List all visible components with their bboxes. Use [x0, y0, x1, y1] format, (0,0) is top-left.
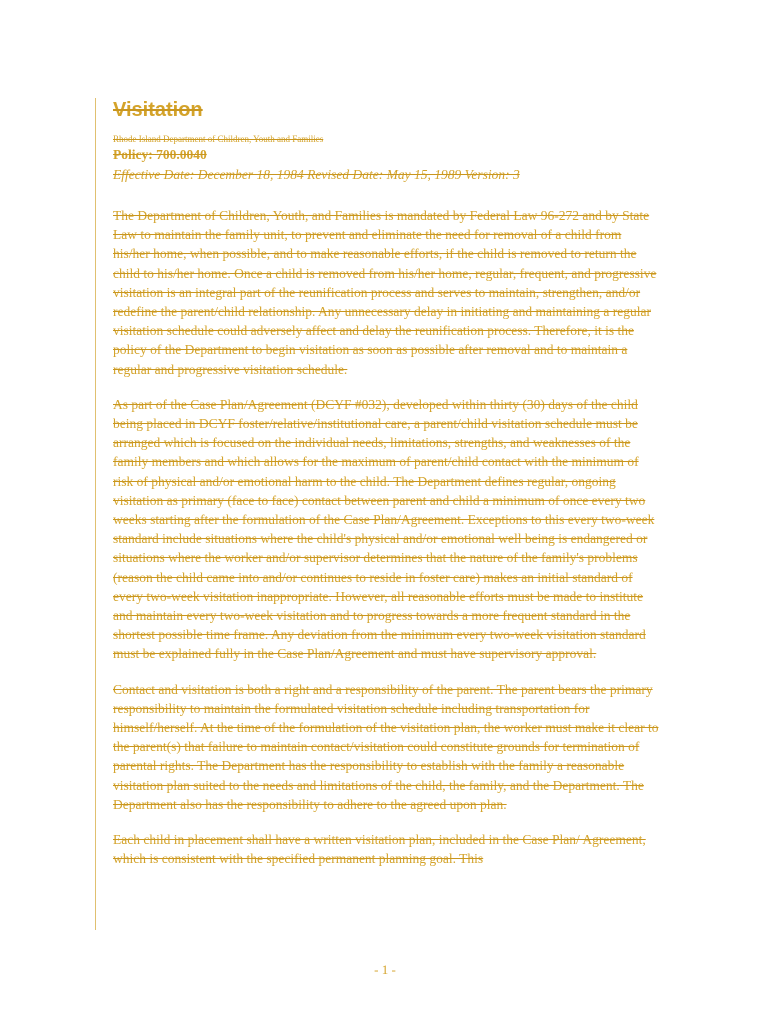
document-title: Visitation [113, 99, 203, 121]
paragraph-4: Each child in placement shall have a written visitation plan, included in the Case Plan/ Agreement, which is consistent with the specified permanent planning goal. This [113, 832, 646, 867]
revision-change-bar [95, 98, 96, 930]
document-body [113, 96, 661, 869]
paragraph-1: The Department of Children, Youth, and Families is mandated by Federal Law 96-272 and by State Law to maintain the family unit, to prevent and eliminate the need for removal of a child from his/her home, when possible, and to make reasonable efforts, if the child is removed to return the child to his/her home. Once a child is removed from his/her home, regular, frequent, and progressive visitation is an integral part of the reunification process and serves to maintain, strengthen, and/or redefine the parent/child relationship. Any unnecessary delay in initiating and maintaining a regular visitation schedule could adversely affect and delay the reunification process. Therefore, it is the policy of the Department to begin visitation as soon as possible after removal and to maintain a regular and progressive visitation schedule. [113, 208, 657, 377]
page-number: - 1 - [374, 962, 396, 977]
policy-number: Policy: 700.0040 [113, 147, 207, 162]
effective-date-line: Effective Date: December 18, 1984 Revised Date: May 15, 1989 Version: 3 [113, 167, 520, 182]
department-name: Rhode Island Department of Children, Youth and Families [113, 134, 324, 144]
paragraph-2: As part of the Case Plan/Agreement (DCYF #032), developed within thirty (30) days of the child being placed in DCYF foster/relative/institutional care, a parent/child visitation schedule must be arranged which is focused on the individual needs, limitations, strengths, and weaknesses of the family members and which allows for the maximum of parent/child contact with the minimum of risk of physical and/or emotional harm to the child. The Department defines regular, ongoing visitation as primary (face to face) contact between parent and child a minimum of once every two weeks starting after the formulation of the Case Plan/Agreement. Exceptions to this every two-week standard include situations where the child's physical and/or emotional well being is endangered or situations where the worker and/or supervisor determines that the nature of the family's problems (reason the child came into and/or continues to reside in foster care) makes an initial standard of every two-week visitation inappropriate. However, all reasonable efforts must be made to institute and maintain every two-week visitation and to progress towards a more frequent standard in the shortest possible time frame. Any deviation from the minimum every two-week visitation standard must be explained fully in the Case Plan/Agreement and must have supervisory approval. [113, 396, 655, 662]
paragraph-3: Contact and visitation is both a right and a responsibility of the parent. The parent bears the primary responsibility to maintain the formulated visitation schedule including transportation for himself/herself. At the time of the formulation of the visitation plan, the worker must make it clear to the parent(s) that failure to maintain contact/visitation could constitute grounds for termination of parental rights. The Department has the responsibility to establish with the family a reasonable visitation plan suited to the needs and limitations of the child, the family, and the Department. The Department also has the responsibility to adhere to the agreed upon plan. [113, 681, 659, 812]
